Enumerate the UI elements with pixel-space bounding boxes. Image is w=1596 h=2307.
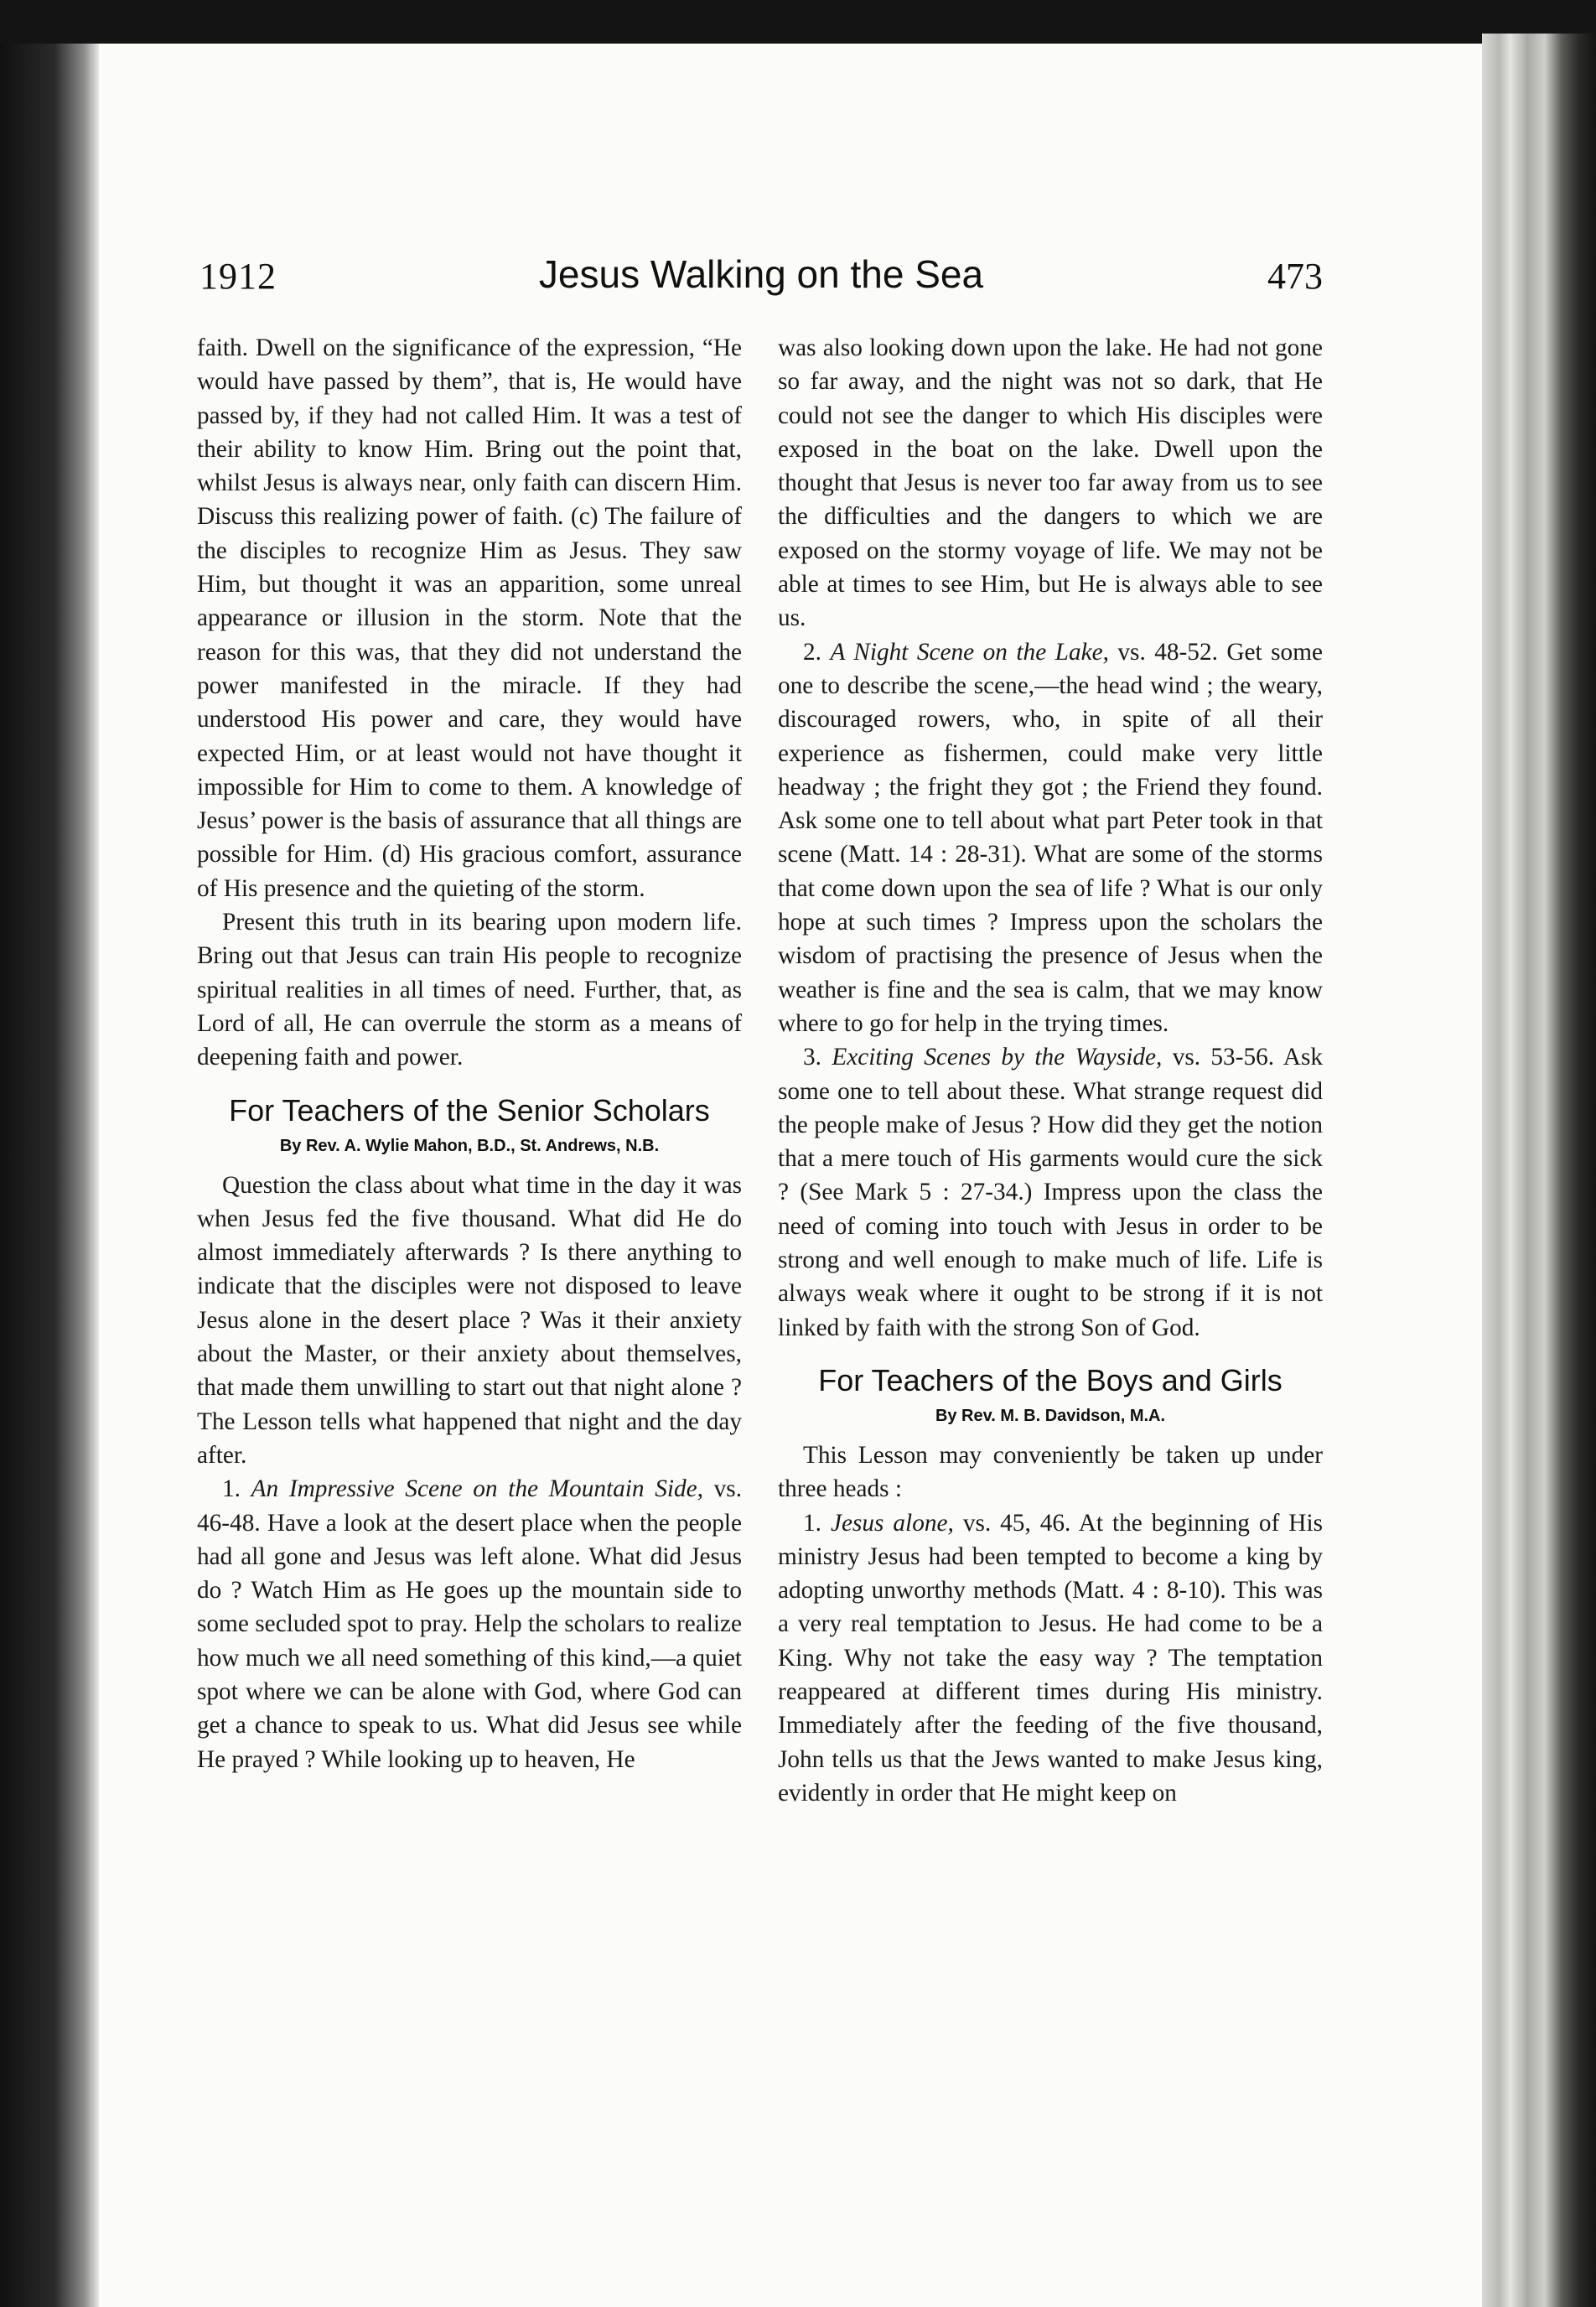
item-text: vs. 46-48. Have a look at the desert place when the people had all gone and Jesus was left alone. What did Jesus do ? Watch Him as He goes up the mountain side to some secluded spot to pray. Help the scholars to realize how much we all need something of this kind,—a quiet spot where we can be alone with God, where God can get a chance to speak to us. What did Jesus see while He prayed ? While looking up to heaven, He: [197, 1475, 743, 1773]
item-text: vs. 45, 46. At the beginning of His ministry Jesus had been tempted to become a king by adopting unworthy methods (Matt. 4 : 8-10). This was a very real temptation to Jesus. He had come to be a King. Why not take the easy way ? The temptation reappeared at different times during His ministry. Immediately after the feeding of the five thousand, John tells us that the Jews wanted to make Jesus king, evidently in order that He might keep on: [778, 1509, 1324, 1807]
item-number: 1.: [803, 1509, 821, 1537]
section-heading-boys-and-girls: For Teachers of the Boys and Girls: [818, 1362, 1282, 1397]
right-paragraph-2: [778, 635, 1323, 1041]
item-text: vs. 53-56. Ask some one to tell about these. What strange request did the people make of Jesus ? How did they get the notion that a mere touch of His garments would cure the sick ? (See Mark 5 : 27-34.) Impress upon the class the need of coming into touch with Jesus in order to be strong and well enough to make much of life. Life is always weak where it ought to be strong if it is not linked by faith with the strong Son of God.: [778, 1044, 1324, 1341]
item-title: Exciting Scenes by the Wayside,: [832, 1044, 1163, 1071]
byline-boys-and-girls: By Rev. M. B. Davidson, M.A.: [935, 1406, 1166, 1425]
item-title: A Night Scene on the Lake,: [830, 638, 1109, 666]
scan-left-gutter: [0, 44, 99, 2307]
left-paragraph-4: [197, 1472, 742, 1776]
right-paragraph-4: This Lesson may conveniently be taken up under three heads :: [778, 1441, 1323, 1503]
right-paragraph-3: [778, 1040, 1323, 1345]
header-title: Jesus Walking on the Sea: [538, 252, 984, 296]
item-number: 3.: [803, 1044, 821, 1071]
page-number: 473: [1267, 256, 1323, 297]
left-paragraph-2: Present this truth in its bearing upon modern life. Bring out that Jesus can train His people to recognize spiritual realities in all times of need. Further, that, as Lord of all, He can overrule the storm as a means of deepening faith and power.: [197, 909, 742, 1071]
item-number: 1.: [222, 1475, 241, 1503]
right-paragraph-5: [778, 1506, 1323, 1811]
item-title: Jesus alone,: [830, 1509, 954, 1537]
right-paragraph-1: was also looking down upon the lake. He had not gone so far away, and the night was not so dark, that He could not see the danger to which His disciples were exposed in the boat on the lake. Dwell upon the thought that Jesus is never too far away from us to see the difficulties and the dangers to which we are exposed on the stormy voyage of life. We may not be able at times to see Him, but He is always able to see us.: [778, 334, 1323, 632]
item-text: vs. 48-52. Get some one to describe the scene,—the head wind ; the weary, discouraged rowers, who, in spite of all their experience as fishermen, could make very little headway ; the fright they got ; the Friend they found. Ask some one to tell about what part Peter took in that scene (Matt. 14 : 28-31). What are some of the storms that come down upon the sea of life ? What is our only hope at such times ? Impress upon the scholars the wisdom of practising the presence of Jesus when the weather is fine and the sea is calm, that we may know where to go for help in the trying times.: [778, 638, 1323, 1037]
item-number: 2.: [803, 638, 821, 666]
scan-top-border: [0, 0, 1596, 44]
left-paragraph-1: faith. Dwell on the significance of the expression, “He would have passed by them”, that is, He would have passed by, if they had not called Him. It was a test of their ability to know Him. Bring out the point that, whilst Jesus is always near, only faith can discern Him. Discuss this realizing power of faith. (c) The failure of the disciples to recognize Him as Jesus. They saw Him, but thought it was an apparition, some unreal appearance or illusion in the storm. Note that the reason for this was, that they did not understand the power manifested in the miracle. If they had understood His power and care, they would have expected Him, or at least would not have thought it impossible for Him to come to them. A knowledge of Jesus’ power is the basis of assurance that all things are possible for Him. (d) His gracious comfort, assurance of His presence and the quieting of the storm.: [197, 334, 742, 902]
page-stack-edge: [1482, 34, 1596, 2307]
left-paragraph-3: Question the class about what time in the day it was when Jesus fed the five thousand. What did He do almost immediately afterwards ? Is there anything to indicate that the disciples were not disposed to leave Jesus alone in the desert place ? Was it their anxiety about the Master, or their anxiety about themselves, that made them unwilling to start out that night alone ? The Lesson tells what happened that night and the day after.: [197, 1171, 742, 1469]
item-title: An Impressive Scene on the Mountain Side,: [251, 1475, 703, 1503]
right-column: [778, 331, 1323, 1810]
byline-senior-scholars: By Rev. A. Wylie Mahon, B.D., St. Andrews, N.B.: [279, 1136, 660, 1155]
left-column: [197, 331, 742, 1776]
section-heading-senior-scholars: For Teachers of the Senior Scholars: [229, 1092, 710, 1128]
header-year: 1912: [200, 256, 277, 297]
running-header: [200, 251, 1323, 302]
